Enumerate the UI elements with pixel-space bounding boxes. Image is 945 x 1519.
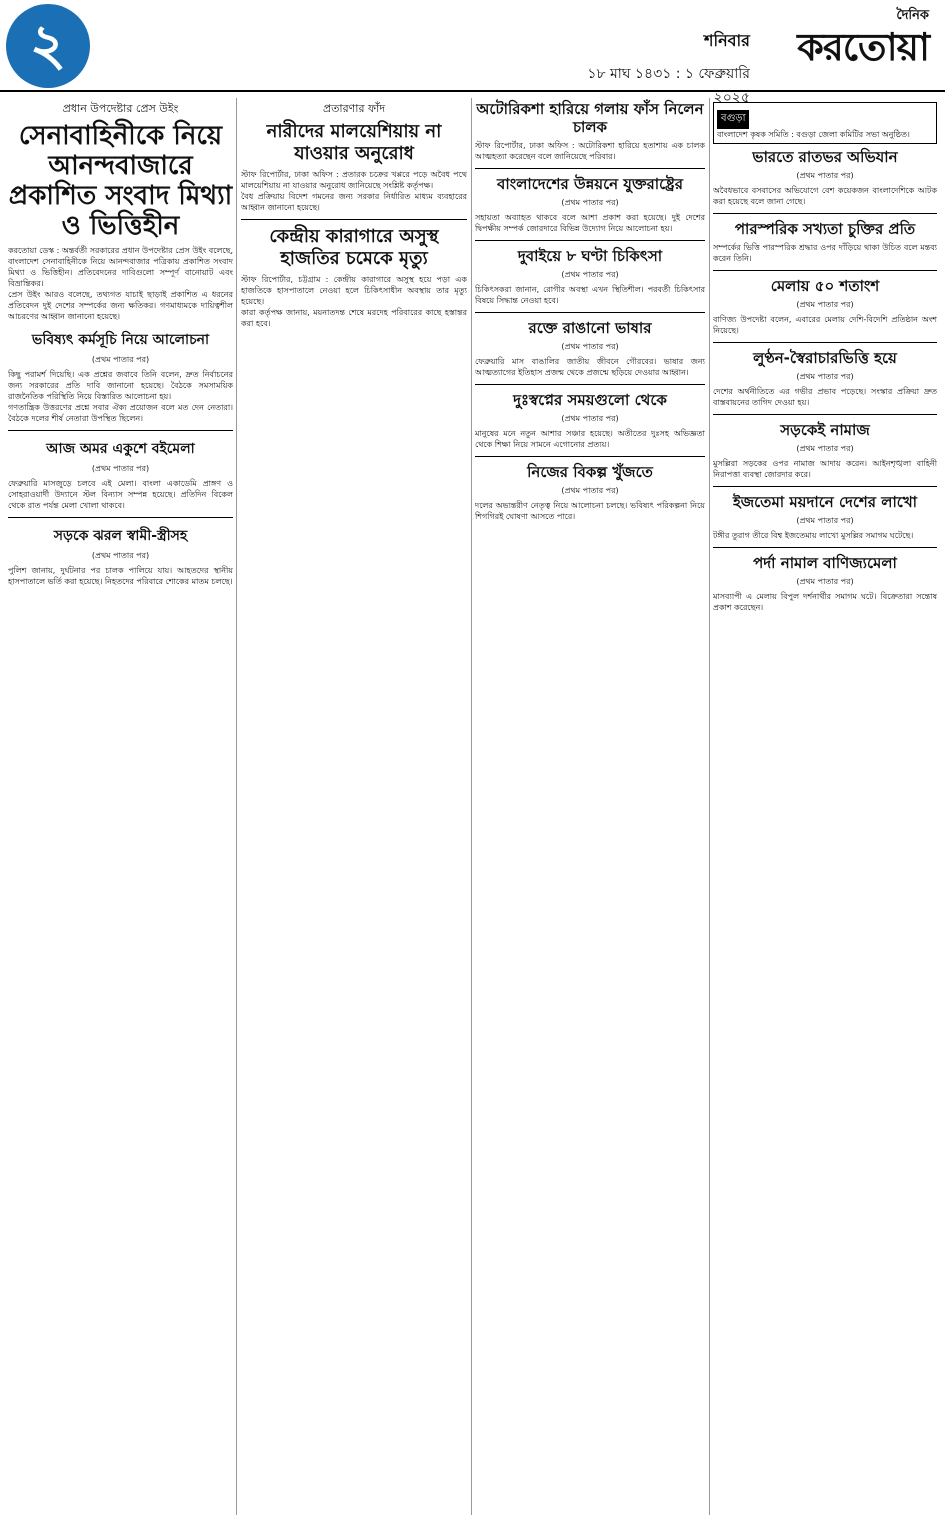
logo-name: করতোয়া	[797, 25, 929, 69]
article-kicker: প্রধান উপদেষ্টার প্রেস উইং	[62, 102, 179, 115]
article-body: বৈধ প্রক্রিয়ায় বিদেশ গমনের জন্য সরকার নির্ধারিত মাধ্যম ব্যবহারের আহ্বান জানানো হয়েছে।	[241, 192, 467, 212]
column-4	[713, 98, 937, 1515]
article-body: চিকিৎসকরা জানান, রোগীর অবস্থা এখন স্থিতিশীল। পরবর্তী চিকিৎসার বিষয়ে সিদ্ধান্ত নেওয়া হবে।	[475, 285, 705, 305]
article-body: বাণিজ্য উপদেষ্টা বলেন, এবারের মেলায় দেশি-বিদেশি প্রতিষ্ঠান অংশ নিয়েছে।	[713, 315, 937, 335]
article-body: পুলিশ জানায়, দুর্ঘটনার পর চালক পালিয়ে যায়। আহতদের স্থানীয় হাসপাতালে ভর্তি করা হয়েছে। নিহতদের পরিবারে শোকের মাতম চলছে।	[8, 566, 233, 586]
box-text: বাংলাদেশ কৃষক সমিতি : বগুড়া জেলা কমিটির সভা অনুষ্ঠিত।	[717, 130, 910, 139]
continued-note: (প্রথম পাতার পর)	[796, 300, 854, 309]
article-headline: ভবিষ্যৎ কর্মসূচি নিয়ে আলোচনা	[31, 332, 210, 348]
continued-note: (প্রথম পাতার পর)	[561, 270, 619, 279]
article-body: টঙ্গীর তুরাগ তীরে বিশ্ব ইজতেমায় লাখো মুসল্লির সমাগম ঘটেছে।	[713, 531, 914, 540]
article-headline: পারস্পরিক সখ্যতা চুক্তির প্রতি	[734, 220, 916, 238]
article-body: দেশের অর্থনীতিতে এর গভীর প্রভাব পড়েছে। সংস্কার প্রক্রিয়া দ্রুত বাস্তবায়নের তাগিদ দেওয়া হয়।	[713, 387, 937, 407]
date-line: ১৮ মাঘ ১৪৩১ : ১ ফেব্রুয়ারি ২০২৫	[587, 66, 750, 106]
divider	[475, 240, 705, 241]
article-body: সহায়তা অব্যাহত থাকবে বলে আশা প্রকাশ করা হয়েছে। দুই দেশের দ্বিপক্ষীয় সম্পর্ক জোরদারে বিভিন্ন উদ্যোগ নিয়ে আলোচনা হয়।	[475, 213, 705, 233]
article-headline: কেন্দ্রীয় কারাগারে অসুস্থ হাজতির চমেকে মৃত্যু	[269, 226, 439, 269]
article-body: ফেব্রুয়ারি মাস বাঙালির জাতীয় জীবনে গৌরবের। ভাষার জন্য আত্মত্যাগের ইতিহাস প্রজন্ম থেকে প্রজন্মে ছড়িয়ে দেওয়ার আহ্বান।	[475, 357, 705, 377]
divider	[475, 384, 705, 385]
article-body: কারা কর্তৃপক্ষ জানায়, ময়নাতদন্ত শেষে মরদেহ পরিবারের কাছে হস্তান্তর করা হবে।	[241, 308, 467, 328]
column-divider	[709, 98, 710, 1515]
divider	[713, 342, 937, 343]
article-headline: নারীদের মালয়েশিয়ায় না যাওয়ার অনুরোধ	[266, 121, 442, 164]
article-headline: সড়কে ঝরল স্বামী-স্ত্রীসহ	[53, 528, 188, 544]
article-headline: দুবাইয়ে ৮ ঘণ্টা চিকিৎসা	[517, 247, 663, 265]
divider	[475, 168, 705, 169]
article-body: ফেব্রুয়ারি মাসজুড়ে চলবে এই মেলা। বাংলা একাডেমি প্রাঙ্গণ ও সোহরাওয়ার্দী উদ্যানে স্টল বিন্যাস সম্পন্ন হয়েছে। প্রতিদিন বিকেল থেকে রাত পর্যন্ত মেলা খোলা থাকবে।	[8, 479, 233, 510]
article-body: গণতান্ত্রিক উত্তরণের প্রশ্নে সবার ঐক্য প্রয়োজন বলে মত দেন নেতারা। বৈঠকে দলের শীর্ষ নেতারা উপস্থিত ছিলেন।	[8, 403, 233, 423]
masthead-rule	[0, 90, 945, 92]
article-headline: সড়কেই নামাজ	[780, 421, 870, 439]
article-body: মাসব্যাপী এ মেলায় বিপুল দর্শনার্থীর সমাগম ঘটে। বিক্রেতারা সন্তোষ প্রকাশ করেছেন।	[713, 592, 937, 612]
article-body: কিছু পরামর্শ দিয়েছি। এক প্রশ্নের জবাবে তিনি বলেন, দ্রুত নির্বাচনের জন্য সরকারের প্রতি দাবি জানানো হয়েছে। বৈঠকে সমসাময়িক রাজনৈতিক পরিস্থিতি নিয়ে বিস্তারিত আলোচনা হয়।	[8, 370, 233, 401]
column-3	[475, 98, 705, 1515]
continued-note: (প্রথম পাতার পর)	[796, 577, 854, 586]
article-body: স্টাফ রিপোর্টার, চট্টগ্রাম : কেন্দ্রীয় কারাগারে অসুস্থ হয়ে পড়া এক হাজতিকে হাসপাতালে নেওয়া হলে চিকিৎসাধীন অবস্থায় তার মৃত্যু হয়েছে।	[241, 275, 467, 306]
column-2	[241, 98, 467, 1515]
continued-note: (প্রথম পাতার পর)	[561, 342, 619, 351]
divider	[713, 270, 937, 271]
continued-note: (প্রথম পাতার পর)	[796, 516, 854, 525]
divider	[713, 486, 937, 487]
article-headline: মেলায় ৫০ শতাংশ	[770, 277, 880, 295]
weekday: শনিবার	[704, 31, 750, 50]
lead-headline: সেনাবাহিনীকে নিয়ে আনন্দবাজারে প্রকাশিত সংবাদ মিথ্যা ও ভিত্তিহীন	[8, 121, 233, 241]
divider	[713, 547, 937, 548]
article-headline: দুঃস্বপ্নের সময়গুলো থেকে	[513, 391, 667, 409]
article-kicker: প্রতারণার ফাঁদ	[322, 102, 386, 115]
article-body: মুসল্লিরা সড়কের ওপর নামাজ আদায় করেন। আইনশৃঙ্খলা বাহিনী নিরাপত্তা ব্যবস্থা জোরদার করে।	[713, 459, 937, 479]
divider	[475, 456, 705, 457]
article-headline: ভারতে রাতভর অভিযান	[752, 148, 898, 166]
divider	[475, 312, 705, 313]
article-headline: নিজের বিকল্প খুঁজতে	[527, 463, 653, 481]
continued-note: (প্রথম পাতার পর)	[796, 171, 854, 180]
article-headline: পর্দা নামাল বাণিজ্যমেলা	[753, 554, 897, 572]
column-divider	[236, 98, 237, 1515]
column-divider	[471, 98, 472, 1515]
article-headline: রক্তে রাঙানো ভাষার	[528, 319, 652, 337]
continued-note: (প্রথম পাতার পর)	[561, 198, 619, 207]
continued-note: (প্রথম পাতার পর)	[561, 414, 619, 423]
column-1	[8, 98, 233, 1515]
article-headline: লুণ্ঠন-স্বৈরাচারভিত্তি হয়ে	[753, 349, 897, 367]
newspaper-logo	[759, 6, 929, 67]
continued-note: (প্রথম পাতার পর)	[561, 486, 619, 495]
continued-note: (প্রথম পাতার পর)	[91, 355, 150, 364]
continued-note: (প্রথম পাতার পর)	[796, 444, 854, 453]
article-body: মানুষের মনে নতুন আশার সঞ্চার হয়েছে। অতীতের দুঃসহ অভিজ্ঞতা থেকে শিক্ষা নিয়ে সামনে এগোনোর প্রত্যয়।	[475, 429, 705, 449]
divider	[8, 517, 233, 518]
local-news-box	[713, 102, 937, 144]
divider	[713, 213, 937, 214]
divider	[241, 219, 467, 220]
article-body: স্টাফ রিপোর্টার, ঢাকা অফিস : প্রতারক চক্রের খপ্পরে পড়ে অবৈধ পথে মালয়েশিয়ায় না যাওয়ার অনুরোধ জানিয়েছে সংশ্লিষ্ট কর্তৃপক্ষ।	[241, 170, 467, 190]
article-body: প্রেস উইং আরও বলেছে, তথ্যগত যাচাই ছাড়াই প্রকাশিত এ ধরনের প্রতিবেদন দুই দেশের সম্পর্কের জন্য ক্ষতিকর। গণমাধ্যমকে দায়িত্বশীল আচরণের আহ্বান জানানো হয়েছে।	[8, 290, 233, 321]
page-number-badge: ২	[6, 4, 90, 88]
article-body: দলের অভ্যন্তরীণ নেতৃত্ব নিয়ে আলোচনা চলছে। ভবিষ্যৎ পরিকল্পনা নিয়ে শিগগিরই ঘোষণা আসতে পারে।	[475, 501, 705, 521]
masthead	[0, 0, 945, 106]
article-body: অবৈধভাবে বসবাসের অভিযোগে বেশ কয়েকজন বাংলাদেশিকে আটক করা হয়েছে বলে জানা গেছে।	[713, 186, 937, 206]
article-headline: আজ অমর একুশে বইমেলা	[46, 441, 195, 457]
divider	[8, 430, 233, 431]
article-headline: ইজতেমা ময়দানে দেশের লাখো	[732, 493, 918, 511]
continued-note: (প্রথম পাতার পর)	[796, 372, 854, 381]
continued-note: (প্রথম পাতার পর)	[91, 464, 150, 473]
divider	[713, 414, 937, 415]
article-body: করতোয়া ডেস্ক : অন্তর্বর্তী সরকারের প্রধান উপদেষ্টার প্রেস উইং বলেছে, বাংলাদেশ সেনাবাহিনীকে নিয়ে আনন্দবাজার পত্রিকায় প্রকাশিত সংবাদ মিথ্যা ও ভিত্তিহীন। প্রতিবেদনের দাবিগুলো সম্পূর্ণ বানোয়াট এবং বিভ্রান্তিকর।	[8, 246, 233, 288]
continued-note: (প্রথম পাতার পর)	[91, 551, 150, 560]
article-body: সম্পর্কের ভিত্তি পারস্পরিক শ্রদ্ধার ওপর দাঁড়িয়ে থাকা উচিত বলে মন্তব্য করেন তিনি।	[713, 243, 937, 263]
article-headline: বাংলাদেশের উন্নয়নে যুক্তরাষ্ট্রের	[497, 175, 683, 193]
article-body: স্টাফ রিপোর্টার, ঢাকা অফিস : অটোরিকশা হারিয়ে হতাশায় এক চালক আত্মহত্যা করেছেন বলে জানিয়েছে পরিবার।	[475, 141, 705, 161]
article-headline: অটোরিকশা হারিয়ে গলায় ফাঁস নিলেন চালক	[476, 100, 704, 136]
logo-small-text: দৈনিক	[896, 8, 929, 23]
section-badge: বগুড়া	[717, 110, 749, 129]
